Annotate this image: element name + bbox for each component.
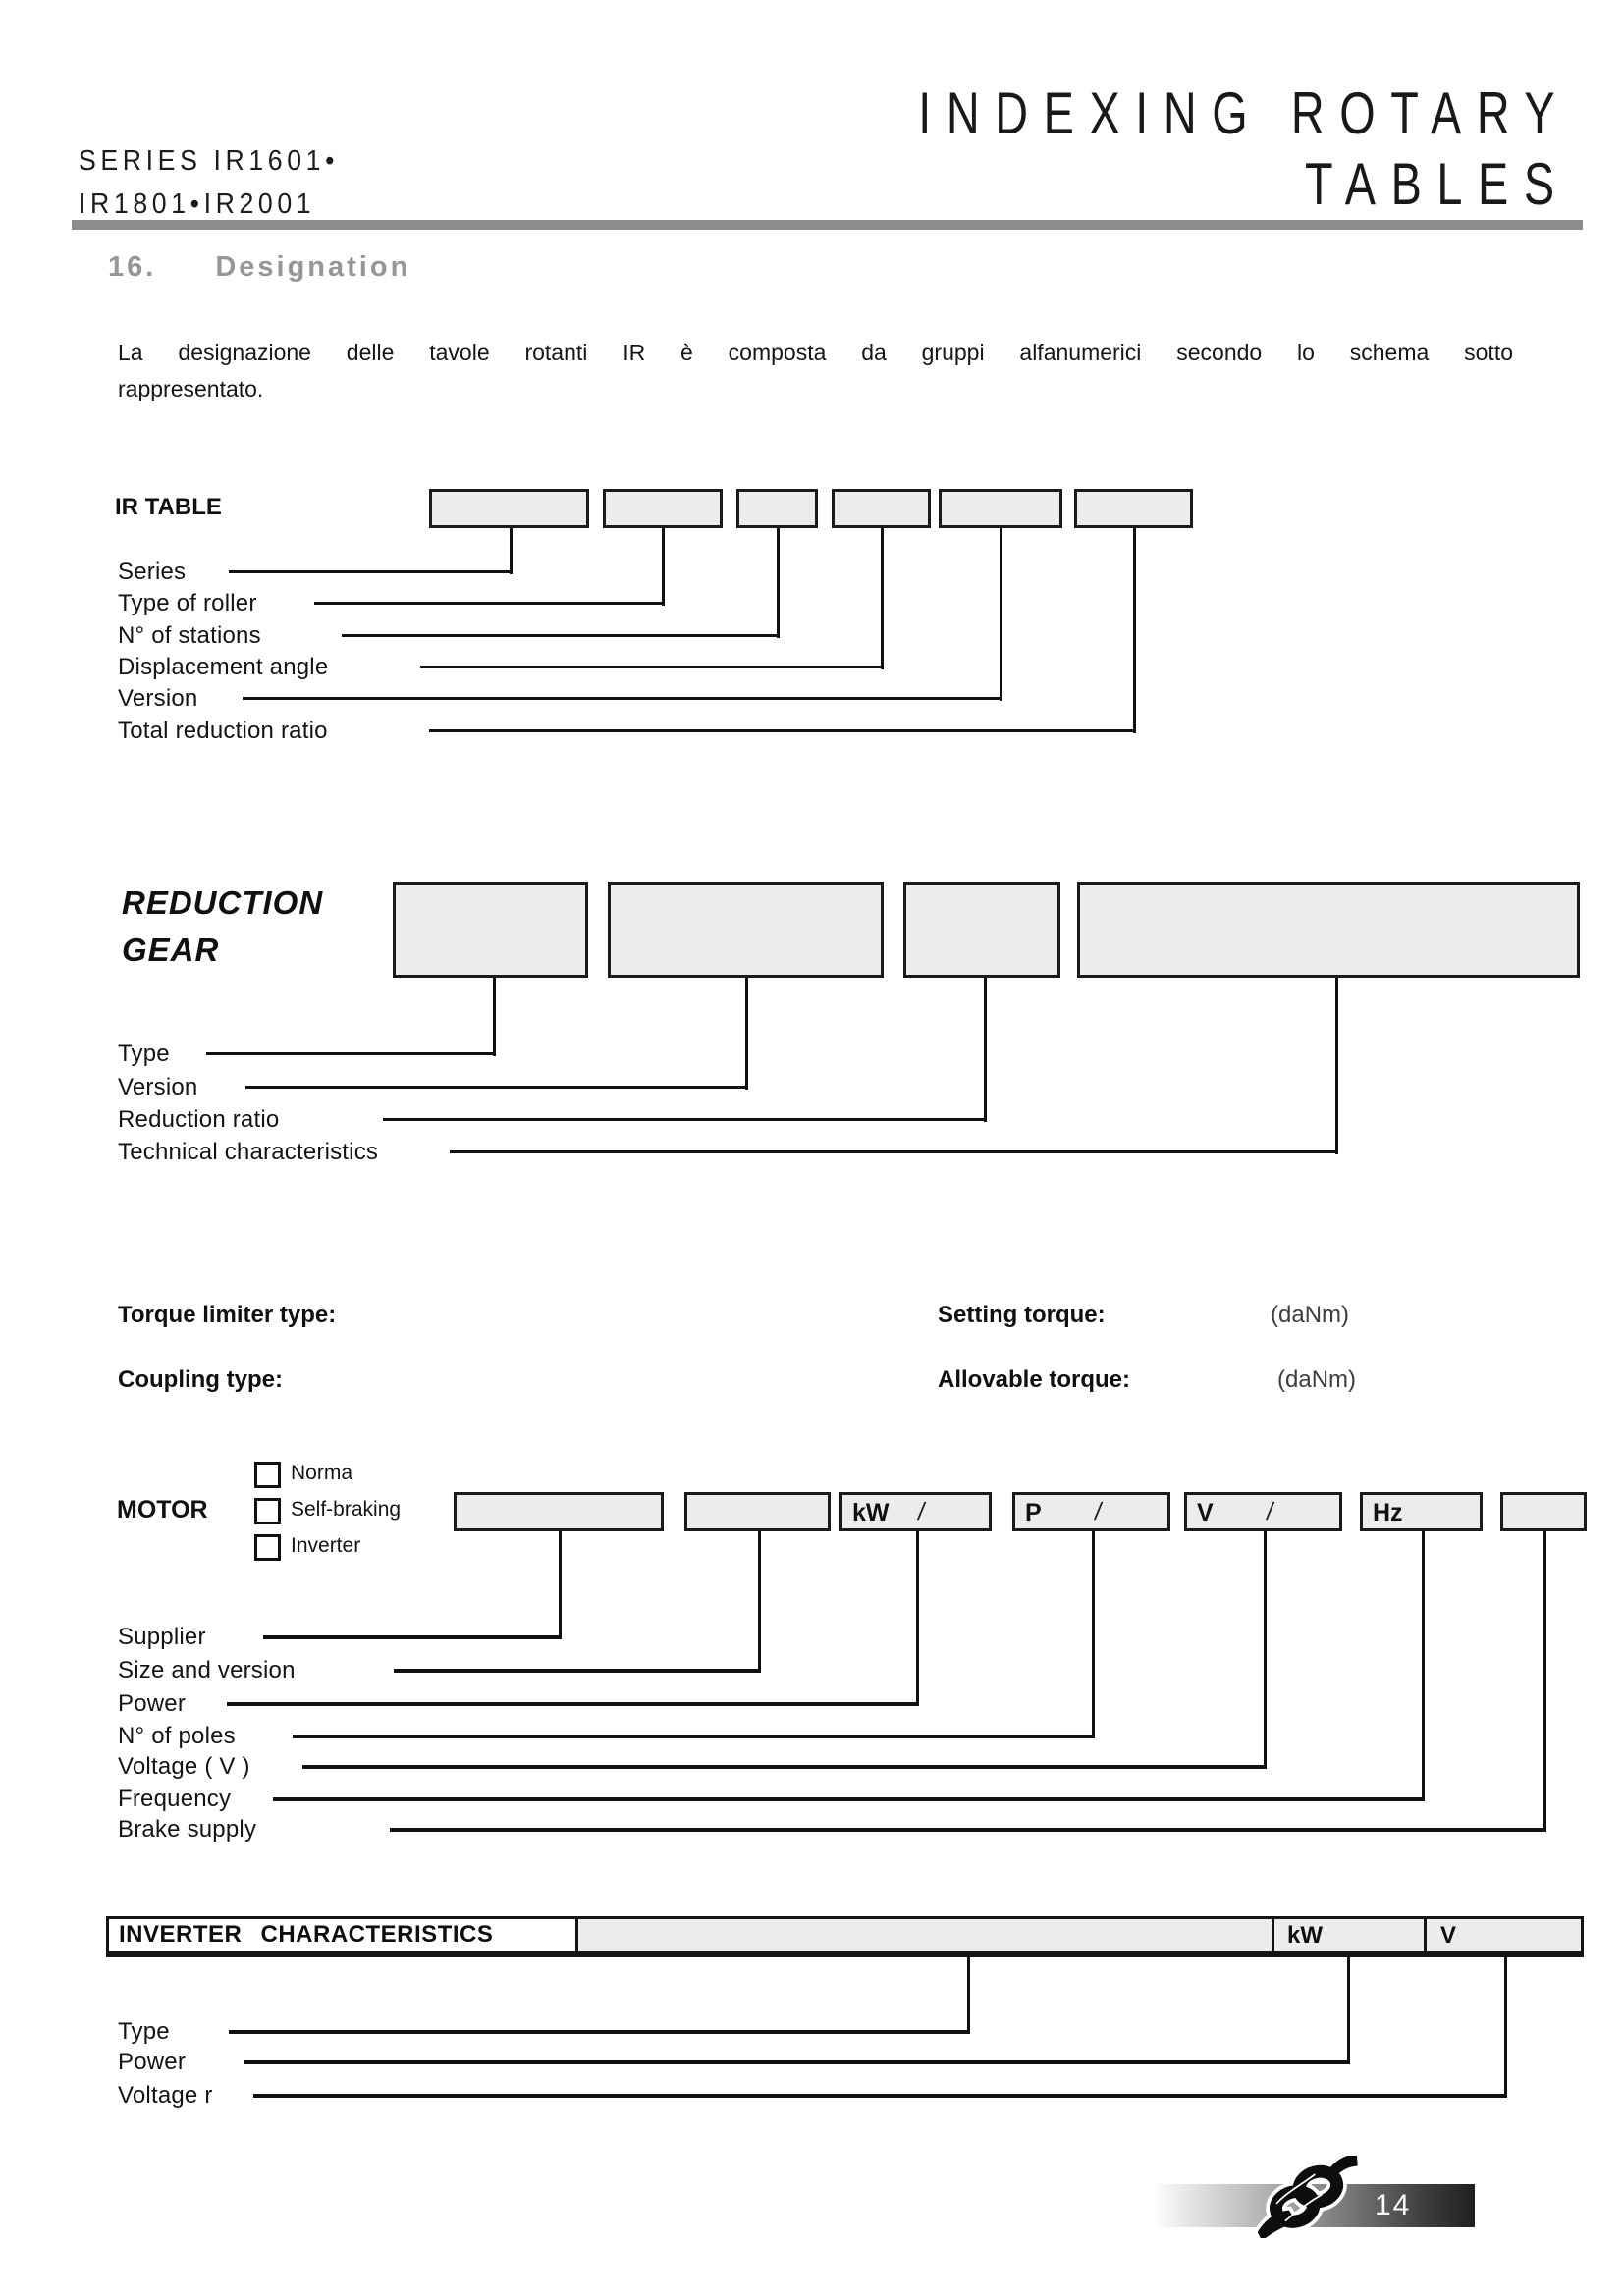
ir-connector-line-2 bbox=[662, 528, 665, 606]
motor-leader-line-5 bbox=[302, 1765, 1266, 1769]
ir-connector-line-6 bbox=[1133, 528, 1136, 733]
motor-leader-line-3 bbox=[227, 1702, 918, 1706]
ir-row-label: Total reduction ratio bbox=[118, 718, 328, 744]
reduction-gear-label-line2: GEAR bbox=[122, 932, 220, 968]
motor-code-box-size bbox=[684, 1492, 831, 1531]
rg-connector-line-3 bbox=[984, 978, 987, 1122]
ir-code-box-2 bbox=[603, 489, 723, 528]
motor-row-label: Supplier bbox=[118, 1624, 206, 1650]
rg-connector-line-2 bbox=[745, 978, 748, 1090]
ir-code-box-3 bbox=[736, 489, 818, 528]
torque-limiter-label: Torque limiter type: bbox=[118, 1302, 337, 1328]
setting-torque-label: Setting torque: bbox=[938, 1302, 1106, 1328]
kw-slash: / bbox=[916, 1498, 928, 1525]
rg-row-label: Type bbox=[118, 1041, 170, 1067]
motor-row-label: Size and version bbox=[118, 1657, 296, 1683]
section-heading bbox=[108, 251, 410, 284]
rg-row-label: Reduction ratio bbox=[118, 1106, 280, 1133]
inverter-leader-line-3 bbox=[253, 2094, 1506, 2098]
rg-code-box-4 bbox=[1077, 882, 1580, 978]
motor-leader-line-4 bbox=[293, 1735, 1094, 1738]
inverter-connector-line-1 bbox=[967, 1957, 970, 2034]
rg-code-box-3 bbox=[903, 882, 1060, 978]
ir-leader-line-2 bbox=[314, 602, 664, 605]
page-number: 14 bbox=[1375, 2189, 1412, 2221]
section-number: 16. bbox=[108, 251, 157, 283]
motor-code-box-kw bbox=[839, 1492, 992, 1531]
inverter-cell-divider-kw bbox=[1272, 1919, 1274, 1951]
kw-unit-label: kW bbox=[852, 1499, 890, 1526]
motor-label: MOTOR bbox=[117, 1496, 208, 1523]
checkbox-norma-label: Norma bbox=[291, 1462, 353, 1484]
intro-line1: La designazione delle tavole rotanti IR è composta da gruppi alfanumerici secondo lo schema sotto bbox=[118, 340, 1513, 365]
hz-unit-label: Hz bbox=[1373, 1499, 1403, 1526]
ir-leader-line-5 bbox=[243, 697, 1001, 700]
inverter-leader-line-2 bbox=[244, 2060, 1349, 2064]
ir-code-box-5 bbox=[939, 489, 1062, 528]
setting-torque-unit: (daNm) bbox=[1271, 1302, 1350, 1328]
ir-code-box-1 bbox=[429, 489, 589, 528]
motor-row-label: N° of poles bbox=[118, 1723, 236, 1749]
coupling-type-label: Coupling type: bbox=[118, 1366, 283, 1393]
motor-code-box-voltage bbox=[1184, 1492, 1342, 1531]
ir-row-label: Version bbox=[118, 685, 198, 712]
motor-row-label: Power bbox=[118, 1690, 187, 1717]
motor-code-box-hz bbox=[1360, 1492, 1483, 1531]
rg-leader-line-2 bbox=[245, 1086, 747, 1089]
ir-connector-line-4 bbox=[881, 528, 884, 669]
series-label-line1: SERIES IR1601• bbox=[79, 145, 340, 177]
motor-leader-line-2 bbox=[394, 1669, 760, 1673]
rg-connector-line-4 bbox=[1335, 978, 1338, 1154]
checkbox-self-braking bbox=[254, 1498, 281, 1524]
rg-code-box-2 bbox=[608, 882, 884, 978]
ir-code-box-4 bbox=[832, 489, 931, 528]
allowable-torque-label: Allovable torque: bbox=[938, 1366, 1131, 1393]
rg-leader-line-1 bbox=[206, 1052, 495, 1055]
checkbox-inverter bbox=[254, 1534, 281, 1561]
ir-leader-line-1 bbox=[229, 570, 512, 573]
ir-leader-line-6 bbox=[429, 729, 1135, 732]
ir-connector-line-3 bbox=[777, 528, 780, 638]
inverter-row-label: Type bbox=[118, 2018, 170, 2045]
intro-line2: rappresentato. bbox=[118, 376, 264, 401]
motor-row-label: Voltage ( V ) bbox=[118, 1753, 250, 1780]
inverter-cell-divider-v bbox=[1424, 1919, 1427, 1951]
series-label-line2: IR1801•IR2001 bbox=[79, 188, 316, 220]
motor-connector-line-4 bbox=[1092, 1531, 1095, 1738]
motor-leader-line-7 bbox=[390, 1828, 1545, 1832]
inverter-characteristics-row bbox=[106, 1916, 1584, 1957]
motor-code-box-supplier bbox=[454, 1492, 664, 1531]
section-title: Designation bbox=[215, 251, 411, 283]
checkbox-inverter-label: Inverter bbox=[291, 1534, 361, 1557]
poles-slash: / bbox=[1092, 1498, 1104, 1525]
header-divider-rule bbox=[72, 220, 1583, 230]
brand-logo-icon bbox=[1243, 2156, 1373, 2238]
motor-connector-line-7 bbox=[1543, 1531, 1546, 1832]
rg-connector-line-1 bbox=[493, 978, 496, 1056]
intro-paragraph bbox=[118, 335, 1513, 407]
ir-leader-line-3 bbox=[342, 634, 779, 637]
inverter-characteristics-label: INVERTER CHARACTERISTICS bbox=[109, 1919, 578, 1951]
motor-code-box-brake bbox=[1500, 1492, 1587, 1531]
ir-row-label: N° of stations bbox=[118, 622, 261, 649]
inverter-connector-line-2 bbox=[1347, 1957, 1350, 2064]
rg-leader-line-4 bbox=[450, 1150, 1337, 1153]
inverter-row-label: Voltage r bbox=[118, 2082, 213, 2109]
motor-connector-line-5 bbox=[1264, 1531, 1267, 1769]
voltage-slash: / bbox=[1264, 1498, 1275, 1525]
ir-leader-line-4 bbox=[420, 666, 883, 668]
motor-leader-line-1 bbox=[263, 1635, 561, 1639]
motor-connector-line-1 bbox=[559, 1531, 562, 1639]
page-title-line1: INDEXING ROTARY bbox=[918, 80, 1570, 146]
rg-row-label: Version bbox=[118, 1074, 198, 1100]
motor-connector-line-2 bbox=[758, 1531, 761, 1673]
motor-connector-line-3 bbox=[916, 1531, 919, 1706]
motor-leader-line-6 bbox=[273, 1797, 1424, 1801]
inverter-row-label: Power bbox=[118, 2049, 187, 2075]
inverter-connector-line-3 bbox=[1504, 1957, 1507, 2098]
inverter-leader-line-1 bbox=[229, 2030, 969, 2034]
voltage-unit-label: V bbox=[1197, 1499, 1214, 1526]
rg-row-label: Technical characteristics bbox=[118, 1139, 379, 1165]
rg-code-box-1 bbox=[393, 882, 588, 978]
motor-row-label: Frequency bbox=[118, 1786, 232, 1812]
checkbox-norma bbox=[254, 1462, 281, 1488]
reduction-gear-label bbox=[122, 880, 323, 974]
motor-code-box-poles bbox=[1012, 1492, 1170, 1531]
inverter-kw-unit: kW bbox=[1287, 1922, 1323, 1949]
motor-connector-line-6 bbox=[1422, 1531, 1425, 1801]
ir-row-label: Series bbox=[118, 559, 187, 585]
reduction-gear-label-line1: REDUCTION bbox=[122, 884, 324, 921]
ir-row-label: Type of roller bbox=[118, 590, 257, 616]
ir-connector-line-5 bbox=[1000, 528, 1002, 701]
ir-row-label: Displacement angle bbox=[118, 654, 329, 680]
allowable-torque-unit: (daNm) bbox=[1277, 1366, 1357, 1393]
ir-code-box-6 bbox=[1074, 489, 1193, 528]
rg-leader-line-3 bbox=[383, 1118, 986, 1121]
page-title-line2: TABLES bbox=[1305, 151, 1570, 217]
motor-row-label: Brake supply bbox=[118, 1816, 257, 1842]
ir-connector-line-1 bbox=[510, 528, 513, 574]
inverter-v-unit: V bbox=[1440, 1922, 1457, 1949]
poles-unit-label: P bbox=[1025, 1499, 1042, 1526]
checkbox-self-braking-label: Self-braking bbox=[291, 1498, 402, 1521]
ir-table-label: IR TABLE bbox=[115, 494, 222, 520]
